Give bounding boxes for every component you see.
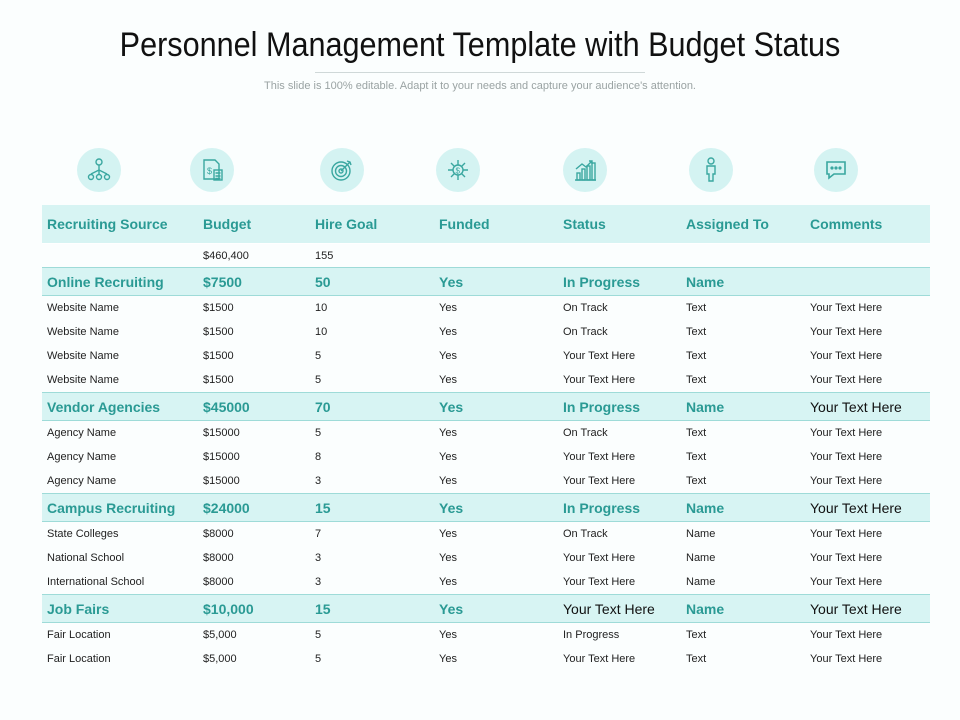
svg-text:$: $ <box>207 166 213 176</box>
group-cell: Online Recruiting <box>42 268 198 296</box>
column-header: Hire Goal <box>310 205 434 244</box>
table-cell: $5,000 <box>203 629 237 641</box>
table-row <box>42 445 930 469</box>
table-row <box>42 368 930 393</box>
title-divider <box>315 72 645 73</box>
table-cell: Your Text Here <box>810 326 883 338</box>
table-cell: $15000 <box>203 451 240 463</box>
column-header: Budget <box>198 205 310 244</box>
svg-text:$: $ <box>455 166 460 176</box>
table-cell: Your Text Here <box>810 528 883 540</box>
table-cell: On Track <box>563 302 608 314</box>
table-cell: Your Text Here <box>563 552 636 564</box>
table-cell: $15000 <box>198 469 310 494</box>
table-cell: Website Name <box>47 350 119 362</box>
table-cell: Yes <box>439 326 457 338</box>
total-cell <box>558 244 681 268</box>
funding-network-icon <box>436 148 480 192</box>
table-cell: 5 <box>315 629 322 641</box>
table-cell: Fair Location <box>47 629 111 641</box>
table-cell: 3 <box>310 469 434 494</box>
table-cell: 7 <box>315 528 322 540</box>
table-row <box>42 546 930 570</box>
group-cell: Name <box>681 393 805 421</box>
table-cell: Text <box>686 629 707 641</box>
table-cell: Name <box>686 552 716 564</box>
org-chart-icon <box>77 148 121 192</box>
table-cell: State Colleges <box>47 528 119 540</box>
table-cell: Yes <box>439 350 457 362</box>
table-cell: $1500 <box>203 350 234 362</box>
table-cell: Your Text Here <box>810 552 883 564</box>
group-cell: In Progress <box>558 494 681 522</box>
table-cell: Your Text Here <box>810 427 883 439</box>
table-cell: 5 <box>315 427 322 439</box>
table-cell: Your Text Here <box>558 368 681 393</box>
column-header: Recruiting Source <box>42 205 198 244</box>
table-cell: Your Text Here <box>805 469 930 494</box>
group-cell: Your Text Here <box>558 595 681 623</box>
page-subtitle: This slide is 100% editable. Adapt it to your needs and capture your audience's attention. <box>264 80 696 92</box>
group-cell: Campus Recruiting <box>42 494 198 522</box>
table-cell: $1500 <box>198 368 310 393</box>
table-cell: Text <box>681 469 805 494</box>
group-cell: $24000 <box>198 494 310 522</box>
target-goal-icon <box>320 148 364 192</box>
table-cell: Your Text Here <box>805 368 930 393</box>
column-icons <box>0 148 960 194</box>
group-cell: Your Text Here <box>805 595 930 623</box>
total-cell <box>681 244 805 268</box>
table-row <box>42 296 930 321</box>
group-cell: Job Fairs <box>42 595 198 623</box>
group-cell: Yes <box>434 393 558 421</box>
table-cell: Your Text Here <box>810 653 883 665</box>
group-cell: 15 <box>310 494 434 522</box>
table-cell: Agency Name <box>42 469 198 494</box>
budget-table <box>42 205 930 671</box>
total-cell <box>434 244 558 268</box>
table-header-row <box>42 205 930 244</box>
table-cell: $15000 <box>203 427 240 439</box>
table-cell: Yes <box>434 570 558 595</box>
group-cell <box>805 268 930 296</box>
group-cell: Name <box>681 494 805 522</box>
chat-bubble-icon <box>814 148 858 192</box>
table-cell: Text <box>686 350 707 362</box>
page-title: Personnel Management Template with Budget Status <box>119 26 841 64</box>
table-cell: $1500 <box>203 326 234 338</box>
column-header: Comments <box>805 205 930 244</box>
table-cell: Your Text Here <box>810 451 883 463</box>
table-row <box>42 647 930 671</box>
group-row <box>42 268 930 296</box>
total-cell: 155 <box>310 244 434 268</box>
group-row <box>42 494 930 522</box>
table-cell: 3 <box>310 570 434 595</box>
group-cell: Your Text Here <box>805 494 930 522</box>
group-cell: $45000 <box>198 393 310 421</box>
table-cell: Yes <box>439 302 457 314</box>
growth-chart-icon <box>563 148 607 192</box>
table-cell: Your Text Here <box>563 451 636 463</box>
table-row <box>42 320 930 344</box>
table-cell: Text <box>681 368 805 393</box>
column-header: Status <box>558 205 681 244</box>
total-cell <box>42 244 198 268</box>
table-cell: Your Text Here <box>558 570 681 595</box>
table-cell: 8 <box>315 451 322 463</box>
group-cell: In Progress <box>558 393 681 421</box>
table-cell: Yes <box>439 528 457 540</box>
table-cell: Your Text Here <box>810 302 883 314</box>
table-cell: Text <box>686 653 707 665</box>
table-cell: $8000 <box>203 528 234 540</box>
table-cell: Yes <box>439 451 457 463</box>
group-row <box>42 595 930 623</box>
group-cell: 15 <box>310 595 434 623</box>
table-cell: Your Text Here <box>563 653 636 665</box>
table-cell: Text <box>686 451 707 463</box>
table-cell: Yes <box>434 469 558 494</box>
table-cell: National School <box>47 552 125 564</box>
table-cell: Your Text Here <box>558 469 681 494</box>
person-icon <box>689 148 733 192</box>
table-row <box>42 469 930 494</box>
total-cell: $460,400 <box>198 244 310 268</box>
group-cell: $7500 <box>198 268 310 296</box>
table-cell: International School <box>42 570 198 595</box>
total-row <box>42 244 930 268</box>
table-cell: Name <box>686 528 716 540</box>
table-cell: Website Name <box>47 326 119 338</box>
table-cell: Text <box>686 326 707 338</box>
column-header: Assigned To <box>681 205 805 244</box>
group-cell: Yes <box>434 268 558 296</box>
group-cell: Name <box>681 268 805 296</box>
table-cell: Yes <box>439 653 457 665</box>
table-cell: Your Text Here <box>563 350 636 362</box>
table-cell: Your Text Here <box>810 350 883 362</box>
table-row <box>42 421 930 446</box>
table-cell: On Track <box>563 528 608 540</box>
table-row <box>42 344 930 368</box>
group-cell: Yes <box>434 595 558 623</box>
table-cell: $8000 <box>203 552 234 564</box>
table-cell: $5,000 <box>203 653 237 665</box>
budget-calculator-icon <box>190 148 234 192</box>
group-cell: Name <box>681 595 805 623</box>
table-cell: 5 <box>310 368 434 393</box>
group-cell: Vendor Agencies <box>42 393 198 421</box>
table-cell: Text <box>686 302 707 314</box>
group-row <box>42 393 930 421</box>
group-cell: 70 <box>310 393 434 421</box>
group-cell: $10,000 <box>198 595 310 623</box>
table-cell: Agency Name <box>47 427 117 439</box>
group-cell: 50 <box>310 268 434 296</box>
table-cell: Website Name <box>47 302 119 314</box>
table-cell: 5 <box>315 350 322 362</box>
table-cell: 10 <box>315 326 328 338</box>
table-cell: Agency Name <box>47 451 117 463</box>
table-row <box>42 623 930 648</box>
table-cell: Yes <box>439 552 457 564</box>
table-cell: Text <box>686 427 707 439</box>
table-cell: Your Text Here <box>810 629 883 641</box>
column-header: Funded <box>434 205 558 244</box>
table-cell: Name <box>681 570 805 595</box>
table-cell: $1500 <box>203 302 234 314</box>
table-cell: Yes <box>439 629 457 641</box>
table-cell: $8000 <box>198 570 310 595</box>
group-cell: Yes <box>434 494 558 522</box>
table-cell: 3 <box>315 552 322 564</box>
table-cell: 10 <box>315 302 328 314</box>
table-cell: In Progress <box>563 629 620 641</box>
table-row <box>42 570 930 595</box>
total-cell <box>805 244 930 268</box>
group-cell: Your Text Here <box>805 393 930 421</box>
group-cell: In Progress <box>558 268 681 296</box>
table-cell: Yes <box>434 368 558 393</box>
table-row <box>42 522 930 547</box>
table-cell: Your Text Here <box>805 570 930 595</box>
table-cell: 5 <box>315 653 322 665</box>
table-cell: Website Name <box>42 368 198 393</box>
table-cell: Fair Location <box>47 653 111 665</box>
table-cell: On Track <box>563 326 608 338</box>
table-cell: On Track <box>563 427 608 439</box>
table-cell: Yes <box>439 427 457 439</box>
